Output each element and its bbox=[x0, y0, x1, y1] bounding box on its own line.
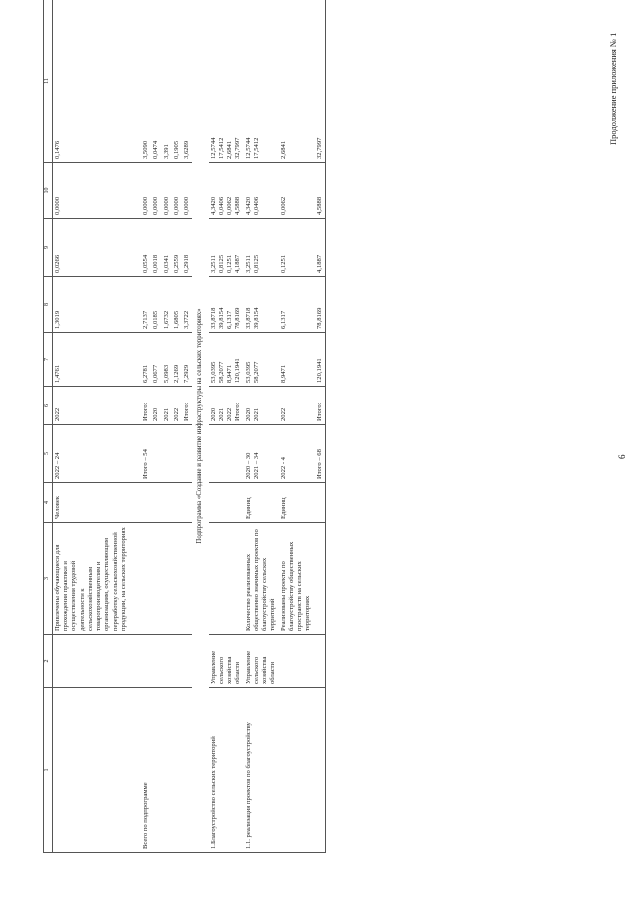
value-cell: 3,6289 bbox=[182, 0, 192, 163]
section-row bbox=[192, 0, 208, 853]
year-cell: 2020 2021 bbox=[244, 387, 279, 425]
table-row bbox=[279, 0, 315, 853]
year-cell: 2022 bbox=[279, 387, 315, 425]
table-row bbox=[172, 0, 182, 853]
col-header: 6 bbox=[44, 387, 53, 425]
value-cell: 1,3019 bbox=[53, 277, 130, 333]
value-cell: 6,1317 bbox=[279, 277, 315, 333]
target-cell: Итого – 54 bbox=[141, 425, 151, 483]
year-cell: 2022 bbox=[53, 387, 130, 425]
col-header: 10 bbox=[44, 163, 53, 219]
value-cell: 33,8718 39,8154 6,1317 78,8169 bbox=[209, 277, 244, 333]
value-cell: 4,1887 bbox=[315, 219, 326, 277]
value-cell: 0,0062 bbox=[279, 163, 315, 219]
value-cell: 2,7137 bbox=[141, 277, 151, 333]
value-cell: 0,0018 bbox=[151, 219, 161, 277]
value-cell: 1,6732 bbox=[162, 277, 172, 333]
row-label: 1.1. реализация проектов по благоустройству bbox=[244, 688, 279, 853]
col-header: 3 bbox=[44, 523, 53, 635]
target-cell: Итого – 68 bbox=[315, 425, 326, 483]
value-cell: 8,9471 bbox=[279, 333, 315, 387]
col-header: 5 bbox=[44, 425, 53, 483]
value-cell: 120,1941 bbox=[315, 333, 326, 387]
col-header: 8 bbox=[44, 277, 53, 333]
value-cell: 53,0395 58,2077 8,9471 120,1941 bbox=[209, 333, 244, 387]
value-cell: 0,1251 bbox=[279, 219, 315, 277]
value-cell: 1,4761 bbox=[53, 333, 130, 387]
col-header: 2 bbox=[44, 635, 53, 688]
value-cell: 32,7997 bbox=[315, 0, 326, 163]
value-cell: 53,0395 58,2077 bbox=[244, 333, 279, 387]
value-cell: 0,1476 bbox=[53, 0, 130, 163]
value-cell: 0,0677 bbox=[151, 333, 161, 387]
value-cell: 2,1269 bbox=[172, 333, 182, 387]
year-cell: Итого: bbox=[141, 387, 151, 425]
unit-cell: Единиц bbox=[279, 483, 315, 523]
table-row bbox=[53, 0, 130, 853]
value-cell: 0,0000 bbox=[162, 163, 172, 219]
value-cell: 0,0341 bbox=[162, 219, 172, 277]
value-cell: 0,0185 bbox=[151, 277, 161, 333]
value-cell: 3,2511 0,8125 bbox=[244, 219, 279, 277]
header-row bbox=[44, 0, 53, 853]
target-cell: 2020 – 30 2021 – 34 bbox=[244, 425, 279, 483]
target-cell: 2022 – 24 bbox=[53, 425, 130, 483]
year-cell: Итого: bbox=[182, 387, 192, 425]
col-header: 11 bbox=[44, 0, 53, 163]
row-label: 1.Благоустройство сельских территорий bbox=[209, 688, 244, 853]
value-cell: 0,0474 bbox=[151, 0, 161, 163]
value-cell: 78,8169 bbox=[315, 277, 326, 333]
table-row bbox=[151, 0, 161, 853]
value-cell: 0,0554 bbox=[141, 219, 151, 277]
executor-cell: Управление сельского хозяйства области bbox=[244, 635, 279, 688]
year-cell: Итого: bbox=[315, 387, 326, 425]
value-cell: 5,0983 bbox=[162, 333, 172, 387]
col-header: 9 bbox=[44, 219, 53, 277]
executor-cell: Управление сельского хозяйства области bbox=[209, 635, 244, 688]
value-cell: 3,3722 bbox=[182, 277, 192, 333]
unit-cell: Человек bbox=[53, 483, 130, 523]
value-cell: 7,2929 bbox=[182, 333, 192, 387]
col-header: 4 bbox=[44, 483, 53, 523]
year-cell: 2020 bbox=[151, 387, 161, 425]
value-cell: 0,0266 bbox=[53, 219, 130, 277]
col-header: 1 bbox=[44, 688, 53, 853]
indicator-cell: Количество реализованных общественно значимых проектов по благоустройству сельских территорий bbox=[244, 523, 279, 635]
value-cell: 0,2918 bbox=[182, 219, 192, 277]
indicator-cell: Привлечены обучающиеся для прохождения практики и осуществления трудовой деятельности к сельскохозяйственным товаропроизводителям и организациям, осуществляющим переработку сельскохозяйственной продукции, на сельских территориях bbox=[53, 523, 130, 635]
value-cell: 4,3420 0,0406 bbox=[244, 163, 279, 219]
value-cell: 12,5744 17,5412 bbox=[244, 0, 279, 163]
program-table bbox=[43, 0, 326, 853]
value-cell: 1,6805 bbox=[172, 277, 182, 333]
value-cell: 3,5090 bbox=[141, 0, 151, 163]
target-cell: 2022 - 4 bbox=[279, 425, 315, 483]
page-number: 6 bbox=[617, 454, 627, 459]
unit-cell: Единиц bbox=[244, 483, 279, 523]
value-cell: 4,3420 0,0406 0,0062 4,5888 bbox=[209, 163, 244, 219]
value-cell: 0,0000 bbox=[151, 163, 161, 219]
col-header: 7 bbox=[44, 333, 53, 387]
value-cell: 33,8718 39,8154 bbox=[244, 277, 279, 333]
value-cell: 3,391 bbox=[162, 0, 172, 163]
table-row bbox=[162, 0, 172, 853]
value-cell: 4,5888 bbox=[315, 163, 326, 219]
table-row bbox=[141, 0, 151, 853]
table-row bbox=[209, 0, 244, 853]
year-cell: 2021 bbox=[162, 387, 172, 425]
value-cell: 0,0000 bbox=[172, 163, 182, 219]
row-label: Всего по подпрограмме bbox=[141, 688, 151, 853]
value-cell: 3,2511 0,8125 0,1251 4,1887 bbox=[209, 219, 244, 277]
year-cell: 2020 2021 2022 Итого: bbox=[209, 387, 244, 425]
section-title: Подпрограмма «Создание и развитие инфраструктуры на сельских территориях» bbox=[192, 0, 208, 853]
value-cell: 2,6841 bbox=[279, 0, 315, 163]
value-cell: 0,2559 bbox=[172, 219, 182, 277]
continuation-label: Продолжение приложения № 1 bbox=[608, 32, 618, 145]
value-cell: 0,0000 bbox=[53, 163, 130, 219]
table-row bbox=[244, 0, 279, 853]
indicator-cell: Реализованы проекты по благоустройству общественных пространств на сельских территориях bbox=[279, 523, 315, 635]
value-cell: 12,5744 17,5412 2,6841 32,7997 bbox=[209, 0, 244, 163]
value-cell: 6,2781 bbox=[141, 333, 151, 387]
value-cell: 0,1905 bbox=[172, 0, 182, 163]
table-row bbox=[315, 0, 326, 853]
table-row bbox=[182, 0, 192, 853]
value-cell: 0,0000 bbox=[182, 163, 192, 219]
year-cell: 2022 bbox=[172, 387, 182, 425]
value-cell: 0,0000 bbox=[141, 163, 151, 219]
